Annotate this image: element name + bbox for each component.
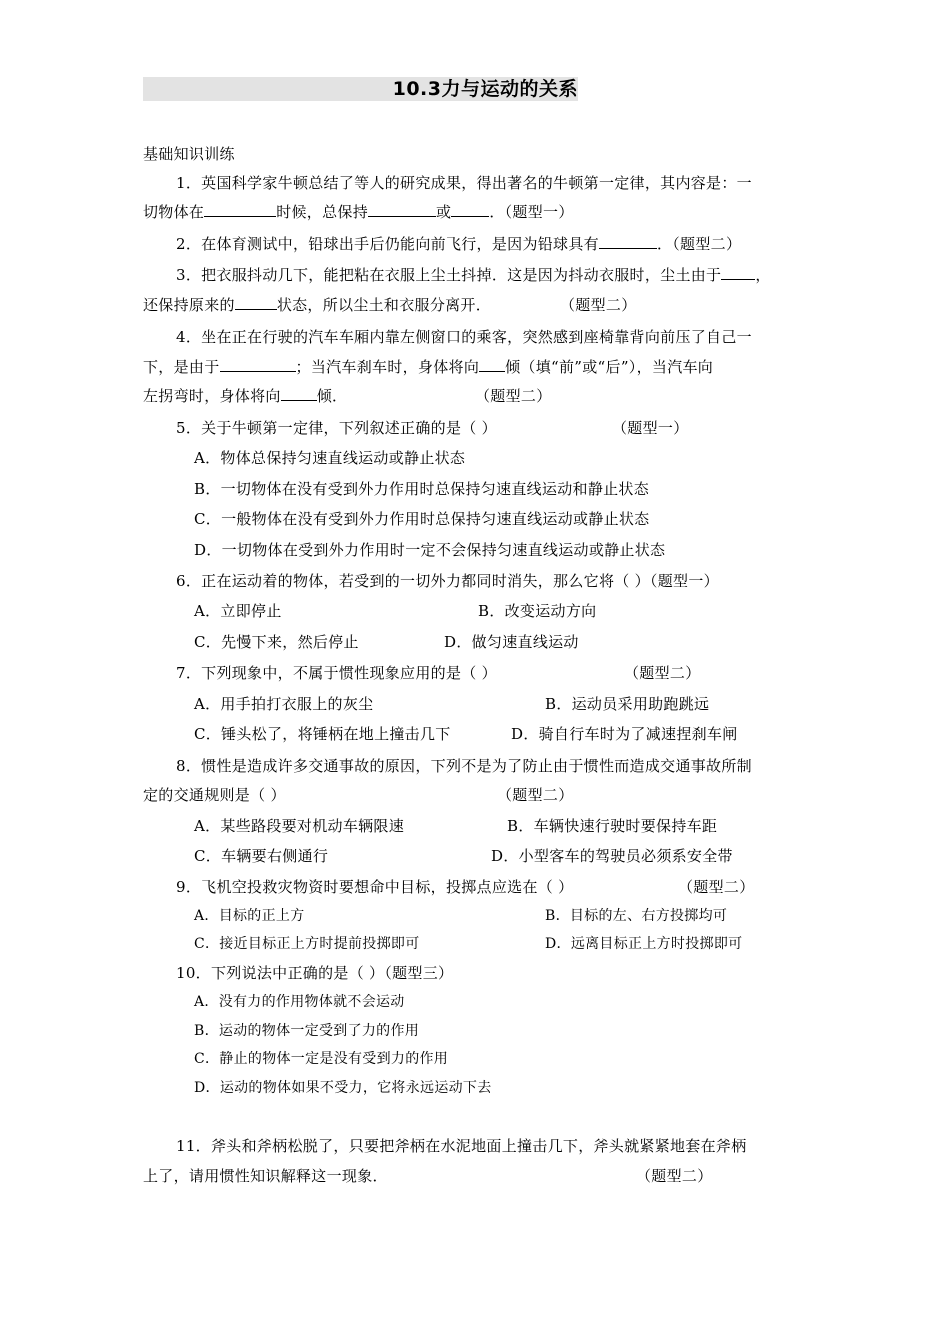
- q11-line-1: 11．斧头和斧柄松脱了，只要把斧柄在水泥地面上撞击几下，斧头就紧紧地套在斧柄: [176, 1137, 747, 1155]
- q5-option-a[interactable]: A．物体总保持匀速直线运动或静止状态: [194, 449, 466, 467]
- page-title: 10.3力与运动的关系: [392, 78, 578, 100]
- q6-option-d[interactable]: D．做匀速直线运动: [444, 633, 579, 651]
- q3-type-tag: （题型二）: [560, 296, 637, 314]
- q1-blank-1[interactable]: [204, 202, 276, 217]
- q3-blank-1[interactable]: [721, 265, 755, 280]
- q3-line-1: 3．把衣服抖动几下，能把粘在衣服上尘土抖掉．这是因为抖动衣服时，尘土由于 ，: [176, 266, 771, 284]
- q10-option-a[interactable]: A．没有力的作用物体就不会运动: [194, 994, 405, 1010]
- q4-blank-3[interactable]: [281, 386, 317, 401]
- q9-stem: 9．飞机空投救灾物资时要想命中目标，投掷点应选在（ ）: [176, 878, 574, 896]
- q4-line-1: 4．坐在正在行驶的汽车车厢内靠左侧窗口的乘客，突然感到座椅靠背向前压了自己一: [176, 328, 752, 346]
- q7-option-c[interactable]: C．锤头松了，将锤柄在地上撞击几下: [194, 725, 451, 743]
- q8-option-a[interactable]: A．某些路段要对机动车辆限速: [194, 817, 405, 835]
- q6-option-c[interactable]: C．先慢下来，然后停止: [194, 633, 359, 651]
- q4-line-2: 下，是由于 ；当汽车刹车时，身体将向 倾（填“前”或“后”），当汽车向: [143, 358, 714, 376]
- q4-blank-2[interactable]: [479, 357, 505, 372]
- q1-line-2: 切物体在 时候，总保持 或 ．（题型一）: [143, 203, 574, 221]
- q7-stem: 7．下列现象中，不属于惯性现象应用的是（ ）: [176, 664, 497, 682]
- q2-line: 2．在体育测试中，铅球出手后仍能向前飞行，是因为铅球具有 ．（题型二）: [176, 235, 742, 253]
- q1-line-1: 1．英国科学家牛顿总结了等人的研究成果，得出著名的牛顿第一定律，其内容是：一: [176, 174, 752, 192]
- q9-option-b[interactable]: B．目标的左、右方投掷均可: [545, 908, 728, 924]
- q8-line-1: 8．惯性是造成许多交通事故的原因，下列不是为了防止由于惯性而造成交通事故所制: [176, 757, 752, 775]
- q5-option-d[interactable]: D．一切物体在受到外力作用时一定不会保持匀速直线运动或静止状态: [194, 541, 666, 559]
- q10-option-b[interactable]: B．运动的物体一定受到了力的作用: [194, 1023, 420, 1039]
- q4-blank-1[interactable]: [220, 357, 296, 372]
- q9-option-a[interactable]: A．目标的正上方: [194, 908, 305, 924]
- section-heading: 基础知识训练: [143, 145, 235, 163]
- q10-stem: 10．下列说法中正确的是（ ）（题型三）: [176, 964, 454, 982]
- q10-option-d[interactable]: D．运动的物体如果不受力，它将永远运动下去: [194, 1080, 492, 1096]
- q5-stem: 5．关于牛顿第一定律，下列叙述正确的是（ ）: [176, 419, 497, 437]
- q4-type-tag: （题型二）: [475, 387, 552, 405]
- q4-line-3: 左拐弯时，身体将向 倾．: [143, 387, 348, 405]
- q5-option-c[interactable]: C．一般物体在没有受到外力作用时总保持匀速直线运动或静止状态: [194, 510, 650, 528]
- q11-line-2: 上了，请用惯性知识解释这一现象．: [143, 1167, 388, 1185]
- q7-option-b[interactable]: B．运动员采用助跑跳远: [545, 695, 710, 713]
- q9-type-tag: （题型二）: [678, 878, 755, 896]
- q8-line-2: 定的交通规则是（ ）: [143, 786, 286, 804]
- q3-blank-2[interactable]: [235, 295, 277, 310]
- q8-option-c[interactable]: C．车辆要右侧通行: [194, 847, 329, 865]
- q6-stem: 6．正在运动着的物体，若受到的一切外力都同时消失，那么它将（ ）（题型一）: [176, 572, 719, 590]
- q11-type-tag: （题型二）: [636, 1167, 713, 1185]
- q8-option-d[interactable]: D．小型客车的驾驶员必须系安全带: [491, 847, 733, 865]
- q1-blank-3[interactable]: [451, 202, 489, 217]
- q2-blank[interactable]: [599, 234, 657, 249]
- q3-line-2: 还保持原来的 状态，所以尘土和衣服分离开．: [143, 296, 492, 314]
- q7-option-a[interactable]: A．用手拍打衣服上的灰尘: [194, 695, 374, 713]
- q8-type-tag: （题型二）: [497, 786, 574, 804]
- q9-option-c[interactable]: C．接近目标正上方时提前投掷即可: [194, 936, 420, 952]
- q9-option-d[interactable]: D．远离目标正上方时投掷即可: [545, 936, 743, 952]
- q5-type-tag: （题型一）: [612, 419, 689, 437]
- q6-option-b[interactable]: B．改变运动方向: [478, 602, 597, 620]
- q7-type-tag: （题型二）: [624, 664, 701, 682]
- q10-option-c[interactable]: C．静止的物体一定是没有受到力的作用: [194, 1051, 449, 1067]
- q8-option-b[interactable]: B．车辆快速行驶时要保持车距: [507, 817, 718, 835]
- q7-option-d[interactable]: D．骑自行车时为了减速捏刹车闸: [511, 725, 738, 743]
- q1-blank-2[interactable]: [368, 202, 436, 217]
- q6-option-a[interactable]: A．立即停止: [194, 602, 282, 620]
- q5-option-b[interactable]: B．一切物体在没有受到外力作用时总保持匀速直线运动和静止状态: [194, 480, 650, 498]
